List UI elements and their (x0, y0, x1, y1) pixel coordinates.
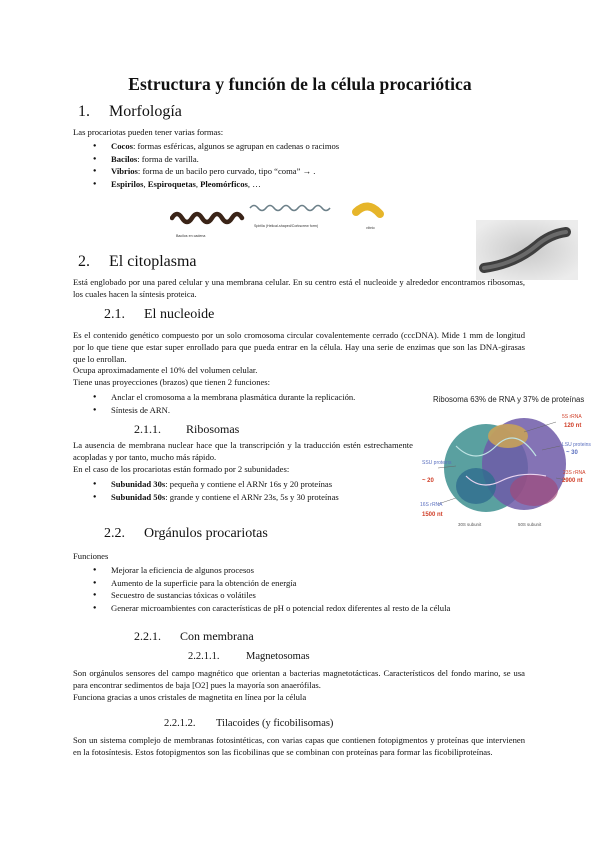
paragraph: Está englobado por una pared celular y una membrana celular. En su centro está el nucleoide y alrededor encontramos ribosomas, los cuales hacen la síntesis proteica. (73, 277, 525, 299)
subunit-30s-label: 30S subunit (458, 522, 482, 527)
paragraph: Las procariotas pueden tener varias formas: (73, 127, 224, 137)
ssu-proteins-count: ~ 20 (422, 478, 434, 484)
figure-caption: vibrio (366, 226, 375, 230)
section-title: Con membrana (180, 629, 254, 643)
rrna-size-16s: 1500 nt (422, 512, 443, 518)
subunit-50s-label: 50S subunit (518, 522, 542, 527)
spiral-shape (250, 206, 330, 211)
list-item: ● Secuestro de sustancias tóxicas o volátiles (93, 589, 450, 602)
list-item: ● Subunidad 30s: pequeña y contiene el ARNr 16s y 20 proteínas (93, 478, 339, 491)
section-number: 2.2. (104, 526, 125, 541)
section-number: 2.2.1.2. (164, 718, 196, 729)
vibrio-shape (356, 206, 380, 214)
paragraph: La ausencia de membrana nuclear hace que la transcripción y la traducción estén estrechamente acopladas y por tanto, mucho más rápido. (73, 440, 413, 462)
list-item: ● Espirilos, Espiroquetas, Pleomórficos, … (93, 178, 339, 191)
section-title: Morfología (109, 103, 182, 120)
list-item: ● Vibrios: forma de un bacilo pero curvado, tipo “coma” → . (93, 165, 339, 178)
paragraph: Ocupa aproximadamente el 10% del volumen celular. (73, 365, 258, 375)
subsection-heading-ribosomas (134, 422, 239, 437)
rrna-label-16s: 16S rRNA (420, 502, 443, 508)
rrna-label-23s: 23S rRNA (563, 470, 586, 476)
paragraph: Es el contenido genético compuesto por un solo cromosoma circular covalentemente cerrado (cccDNA). Mide 1 mm de longitud por lo que tiene que estar super enrollado para que pueda entrar en la célula. Hay una serie de enzimas que son las DNA-girasas que lo enrollan. (73, 330, 525, 364)
section-title: Magnetosomas (246, 651, 310, 662)
paragraph: Tiene unas proyecciones (brazos) que tienen 2 funciones: (73, 377, 271, 387)
morphology-list (93, 140, 339, 191)
ribosome-subunits-list (93, 478, 339, 503)
page-title: Estructura y función de la célula procariótica (128, 74, 472, 94)
bacterium-micrograph (476, 220, 578, 280)
figure-caption: Spirilla (Helical-shaped/Corkscrew form) (254, 224, 319, 228)
ribosome-figure (416, 406, 591, 532)
figure-caption: Bacilos en cadena (176, 234, 206, 238)
paragraph: En el caso de los procariotas están formado por 2 subunidades: (73, 464, 290, 474)
section-number: 1. (78, 103, 90, 120)
paragraph: Funciona gracias a unos cristales de magnetita en línea por la célula (73, 692, 307, 702)
section-heading-morfologia (78, 103, 182, 121)
list-item: ● Aumento de la superficie para la obtención de energía (93, 577, 450, 590)
subsection-heading-organulos (104, 526, 268, 542)
section-title: Tilacoides (y ficobilisomas) (216, 718, 334, 729)
paragraph: Funciones (73, 551, 109, 561)
section-number: 2.2.1.1. (188, 651, 220, 662)
section-title: El nucleoide (144, 307, 215, 322)
ribosome-figure-title: Ribosoma 63% de RNA y 37% de proteínas (433, 395, 585, 404)
rrna-size-23s: 2900 nt (562, 478, 583, 484)
list-item: ● Bacilos: forma de varilla. (93, 153, 339, 166)
paragraph: Son un sistema complejo de membranas fotosintéticas, con varias capas que contienen fotopigmentos y proteínas que intervienen en la fotosíntesis. Estos fotopigmentos son las ficobilinas que se combinan con proteínas para formar las ficobiliproteínas. (73, 735, 525, 757)
list-item: ● Anclar el cromosoma a la membrana plasmática durante la replicación. (93, 391, 355, 404)
nucleoid-functions-list (93, 391, 355, 416)
list-item: ● Cocos: formas esféricas, algunos se agrupan en cadenas o racimos (93, 140, 339, 153)
section-number: 2. (78, 253, 90, 270)
subsection-heading-magnetosomas (188, 651, 310, 662)
subsection-heading-tilacoides (164, 718, 333, 729)
section-heading-citoplasma (78, 253, 197, 271)
list-item: ● Generar microambientes con características de pH o potencial redox diferentes al resto de la célula (93, 602, 450, 615)
list-item: ● Síntesis de ARN. (93, 404, 355, 417)
organelle-functions-list (93, 564, 450, 615)
lsu-proteins-count: ~ 30 (566, 450, 578, 456)
list-item: ● Subunidad 50s: grande y contiene el ARNr 23s, 5s y 30 proteínas (93, 491, 339, 504)
section-title: Orgánulos procariotas (144, 526, 268, 541)
section-number: 2.1. (104, 307, 125, 322)
ssu-proteins-label: SSU proteins (422, 460, 452, 466)
section-title: Ribosomas (186, 422, 240, 436)
lsu-proteins-label: LSU proteins (562, 442, 591, 448)
spirillum-shape (172, 214, 242, 222)
morphology-figure (170, 196, 400, 244)
list-item: ● Mejorar la eficiencia de algunos procesos (93, 564, 450, 577)
subsection-heading-con-membrana (134, 629, 254, 644)
section-number: 2.2.1. (134, 629, 161, 643)
section-title: El citoplasma (109, 253, 197, 270)
section-number: 2.1.1. (134, 422, 161, 436)
paragraph: Son orgánulos sensores del campo magnético que orientan a bacterias magnetotácticas. Característicos del fondo marino, se usa para encontrar sedimentos de baja [O2] pues la mayoría son anaerófilas. (73, 668, 525, 690)
rrna-size-5s: 120 nt (564, 423, 582, 429)
subsection-heading-nucleoide (104, 307, 214, 323)
rrna-label-5s: 5S rRNA (562, 414, 582, 420)
